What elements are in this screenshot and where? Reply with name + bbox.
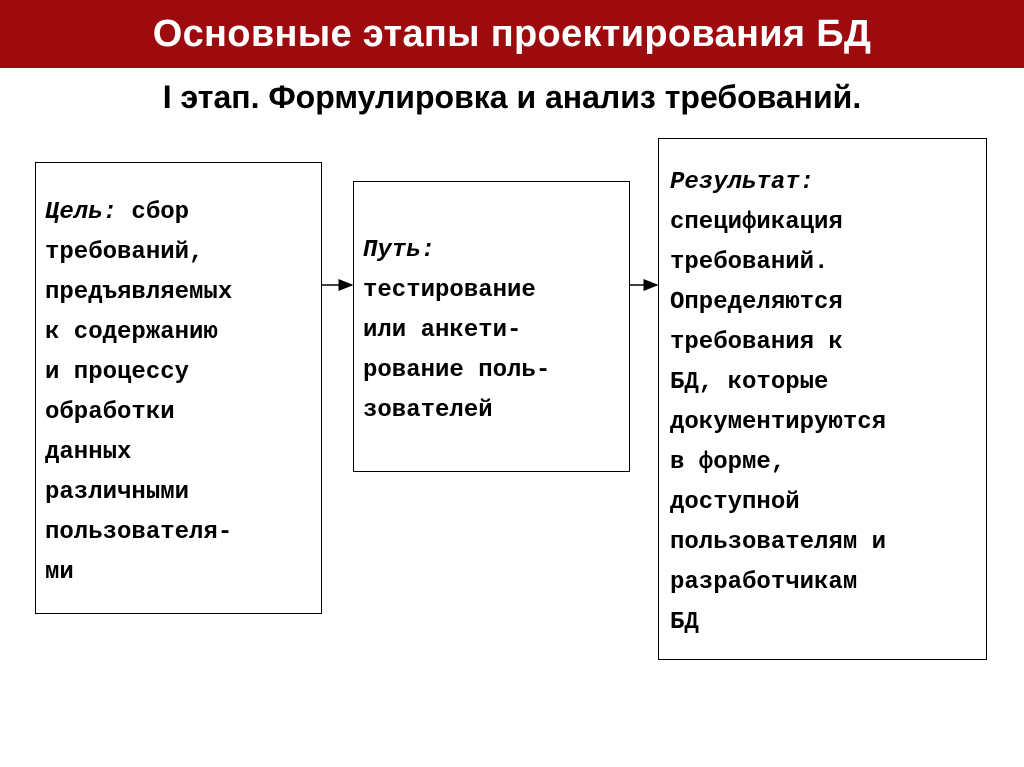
- result-label: Результат:: [670, 169, 815, 196]
- path-text: тестирование или анкети- рование поль- зователей: [363, 277, 551, 424]
- goal-first-line-text: сбор: [117, 199, 190, 226]
- stage-subtitle: I этап. Формулировка и анализ требований.: [162, 79, 862, 115]
- goal-text: требований, предъявляемых к содержанию и процессу обработки данных различными пользователя- ми: [45, 239, 233, 586]
- result-text: спецификация требований. Определяются требования к БД, которые документируются в форме, доступной пользователям и разработчикам БД: [670, 209, 887, 636]
- slide-title: Основные этапы проектирования БД: [152, 13, 872, 55]
- path-label: Путь:: [363, 237, 436, 264]
- goal-label: Цель:: [45, 199, 118, 226]
